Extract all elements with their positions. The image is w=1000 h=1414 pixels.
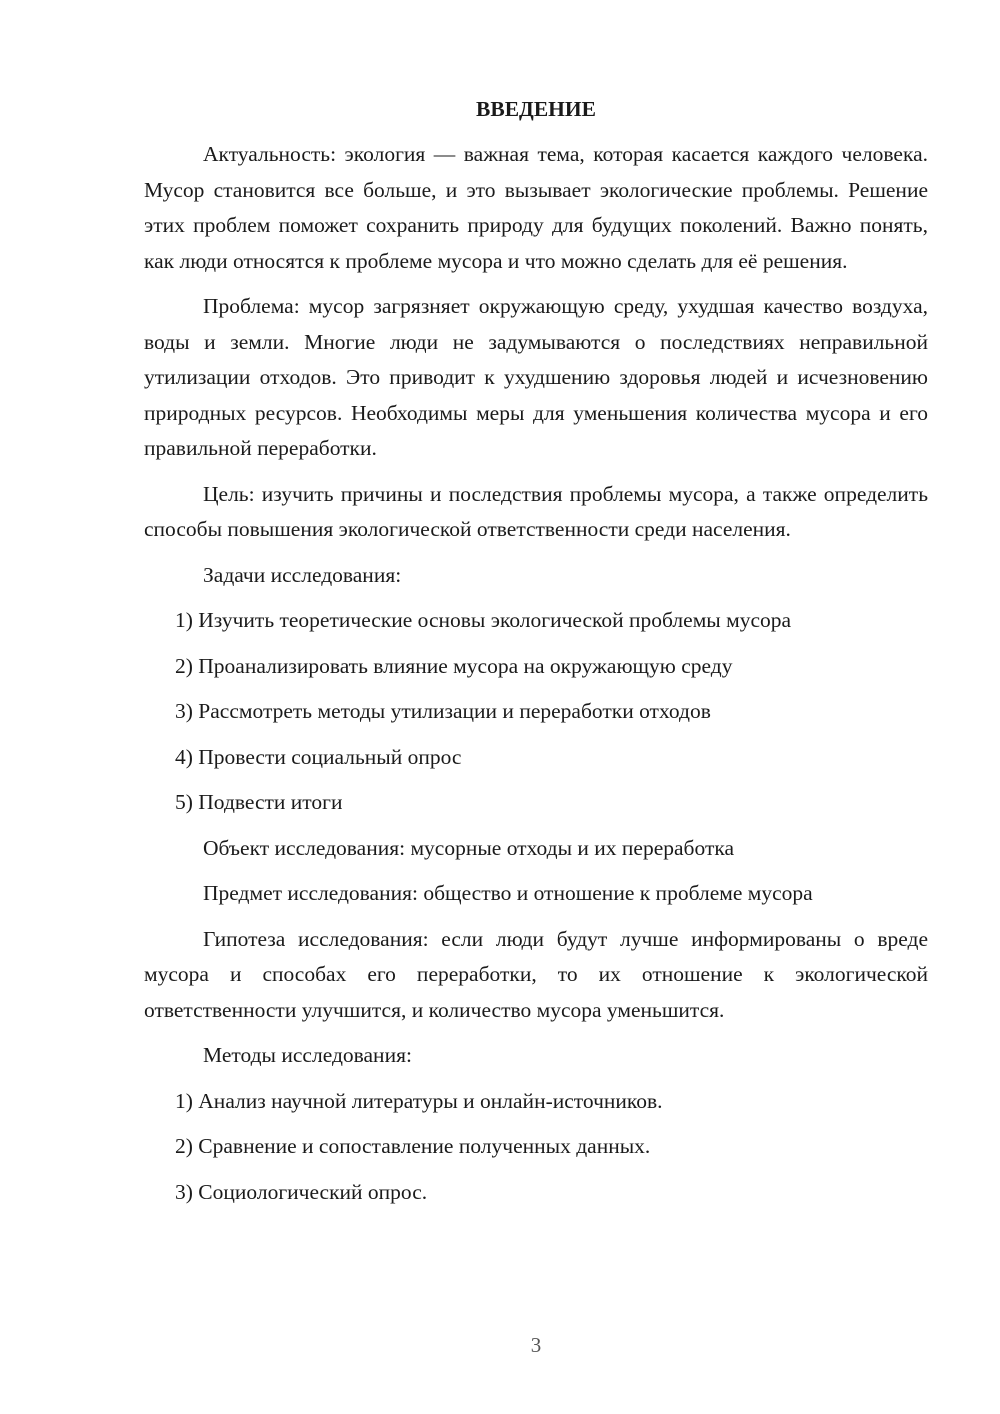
research-object: Объект исследования: мусорные отходы и их переработка <box>203 835 735 860</box>
problem-paragraph: Проблема: мусор загрязняет окружающую среду, ухудшая качество воздуха, воды и земли. Многие люди не задумываются о последствиях неправильной утилизации отходов. Это приводит к ухудшению здоровья людей и исчезновению природных ресурсов. Необходимы меры для уменьшения количества мусора и его правильной переработки. <box>144 294 928 460</box>
task-item: 3) Рассмотреть методы утилизации и переработки отходов <box>175 699 711 723</box>
method-item: 1) Анализ научной литературы и онлайн-источников. <box>175 1088 663 1113</box>
methods-heading: Методы исследования: <box>203 1043 412 1067</box>
hypothesis-paragraph: Гипотеза исследования: если люди будут лучше информированы о вреде мусора и способах его переработки, то их отношение к экологической ответственности улучшится, и количество мусора уменьшится. <box>144 926 928 1022</box>
page-number: 3 <box>530 1333 542 1357</box>
goal-paragraph: Цель: изучить причины и последствия проблемы мусора, а также определить способы повышения экологической ответственности среди населения. <box>144 481 928 541</box>
research-subject: Предмет исследования: общество и отношение к проблеме мусора <box>203 881 813 905</box>
method-item: 2) Сравнение и сопоставление полученных данных. <box>175 1134 651 1158</box>
document-page <box>144 92 928 1220</box>
task-item: 4) Провести социальный опрос <box>175 744 462 769</box>
actuality-paragraph: Актуальность: экология — важная тема, которая касается каждого человека. Мусор становится все больше, и это вызывает экологические проблемы. Решение этих проблем поможет сохранить природу для будущих поколений. Важно понять, как люди относятся к проблеме мусора и что можно сделать для её решения. <box>144 142 928 273</box>
method-item: 3) Социологический опрос. <box>175 1179 428 1204</box>
page-title: ВВЕДЕНИЕ <box>476 97 596 121</box>
task-item: 2) Проанализировать влияние мусора на окружающую среду <box>175 653 733 678</box>
tasks-heading: Задачи исследования: <box>203 562 402 587</box>
task-item: 1) Изучить теоретические основы экологической проблемы мусора <box>175 608 792 632</box>
task-item: 5) Подвести итоги <box>175 790 343 814</box>
